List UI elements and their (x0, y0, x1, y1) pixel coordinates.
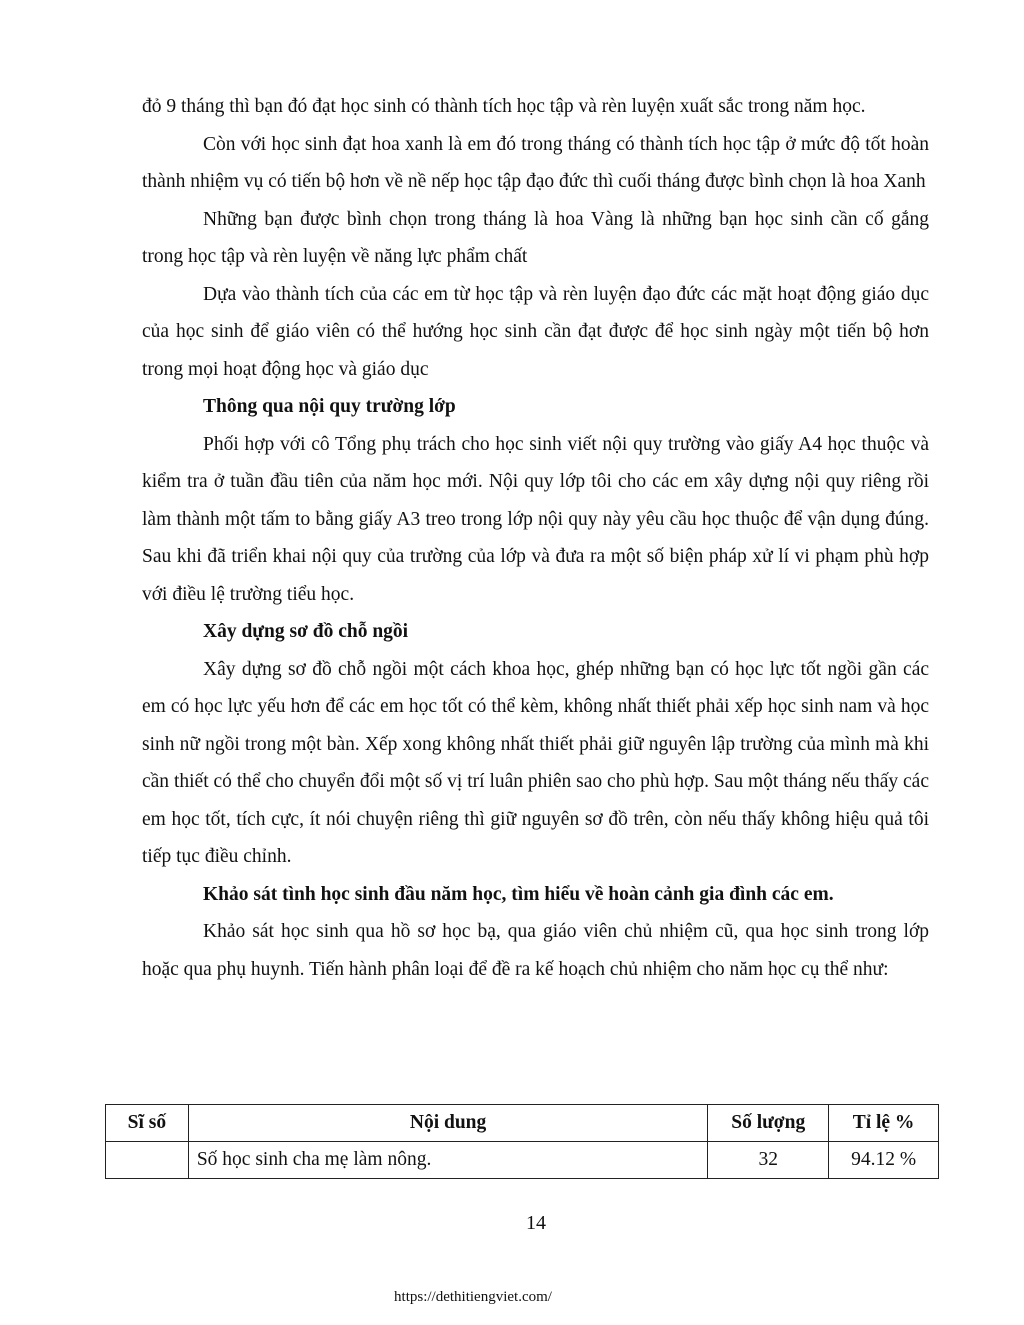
paragraph-so-do-cho-ngoi: Xây dựng sơ đồ chỗ ngồi một cách khoa học, ghép những bạn có học lực tốt ngồi gần các em có học lực yếu hơn để các em học tốt có thể kèm, không nhất thiết phải xếp học sinh nam và học sinh nữ ngồi trong một bàn. Xếp xong không nhất thiết phải giữ nguyên lập trường của mình mà khi cần thiết có thể cho chuyển đổi một số vị trí luân phiên sao cho phù hợp. Sau một tháng nếu thấy các em học tốt, tích cực, ít nói chuyện riêng thì giữ nguyên sơ đồ trên, còn nếu thấy không hiệu quả tôi tiếp tục điều chỉnh. (142, 658, 929, 867)
document-body (142, 88, 929, 988)
paragraph-thanh-tich: Dựa vào thành tích của các em từ học tập và rèn luyện đạo đức các mặt hoạt động giáo dục của học sinh để giáo viên có thể hướng học sinh cần đạt được để học sinh ngày một tiến bộ hơn trong mọi hoạt động học và giáo dục (142, 283, 929, 380)
paragraph-hoa-vang: Những bạn được bình chọn trong tháng là hoa Vàng là những bạn học sinh cần cố gắng trong học tập và rèn luyện về năng lực phẩm chất (142, 208, 929, 267)
table-row (106, 1142, 939, 1179)
heading-noi-quy: Thông qua nội quy trường lớp (203, 396, 456, 417)
column-header-so-luong: Số lượng (708, 1105, 829, 1142)
heading-khao-sat: Khảo sát tình học sinh đầu năm học, tìm hiểu về hoàn cảnh gia đình các em. (203, 883, 834, 905)
cell-noi-dung: Số học sinh cha mẹ làm nông. (188, 1142, 707, 1179)
paragraph-noi-quy: Phối hợp với cô Tổng phụ trách cho học sinh viết nội quy trường vào giấy A4 học thuộc và kiểm tra ở tuần đầu tiên của năm học mới. Nội quy lớp tôi cho các em xây dựng nội quy riêng rồi làm thành một tấm to bằng giấy A3 treo trong lớp nội quy này yêu cầu học thuộc để vận dụng đúng. Sau khi đã triển khai nội quy của trường của lớp và đưa ra một số biện pháp xử lí vi phạm phù hợp với điều lệ trường tiểu học. (142, 433, 929, 605)
survey-table (105, 1104, 939, 1179)
paragraph-khao-sat: Khảo sát học sinh qua hồ sơ học bạ, qua giáo viên chủ nhiệm cũ, qua học sinh trong lớp hoặc qua phụ huynh. Tiến hành phân loại để đề ra kế hoạch chủ nhiệm cho năm học cụ thể như: (142, 921, 929, 980)
table-header-row (106, 1105, 939, 1142)
paragraph-continuation: đỏ 9 tháng thì bạn đó đạt học sinh có thành tích học tập và rèn luyện xuất sắc trong năm học. (142, 96, 866, 117)
heading-so-do-cho-ngoi: Xây dựng sơ đồ chỗ ngồi (203, 621, 409, 642)
paragraph-hoa-xanh: Còn với học sinh đạt hoa xanh là em đó trong tháng có thành tích học tập ở mức độ tốt hoàn thành nhiệm vụ có tiến bộ hơn về nề nếp học tập đạo đức thì cuối tháng được bình chọn là hoa Xanh (142, 133, 929, 192)
cell-ti-le: 94.12 % (829, 1142, 939, 1179)
cell-so-luong: 32 (708, 1142, 829, 1179)
column-header-ti-le: Tỉ lệ % (829, 1105, 939, 1142)
cell-si-so (106, 1142, 189, 1179)
page-number: 14 (526, 1212, 546, 1234)
column-header-si-so: Sĩ số (106, 1105, 189, 1142)
column-header-noi-dung: Nội dung (188, 1105, 707, 1142)
footer-url: https://dethitiengviet.com/ (394, 1289, 552, 1305)
